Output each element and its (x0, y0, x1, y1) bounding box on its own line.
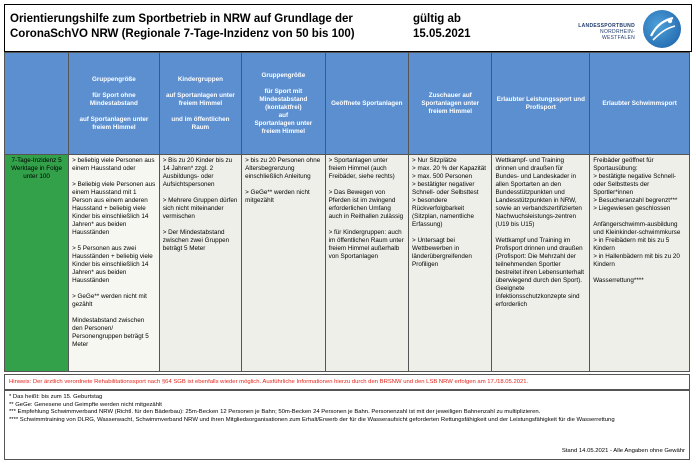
logo-text (573, 23, 635, 41)
row-label: 7-Tage-Inzidenz 5 Werktage in Folge unter 100 (5, 155, 69, 372)
column-header-text: Erlaubter Leistungssport und Profisport (496, 95, 585, 111)
footnote: **** Schwimmtraining von DLRG, Wasserwacht, Schwimmverband NRW und ihren Mitgliedsorganisationen zum Erhalt/Erwerb der für die Wasseraufsicht geforderten Rettungsfähigkeit und der Leistungsfähigkeit für die Wasserrettung (9, 416, 615, 423)
corner-cell (5, 53, 69, 155)
table-cell: > Nur Sitzplätze > max. 20 % der Kapazität > max. 500 Personen > bestätigter negativer Schnell- oder Selbsttest > besondere Rückverfolgbarkeit (Sitzplan, namentliche Erfassung) > Untersagt bei Wettbewerben in länderübergreifenden Profiligen (409, 155, 492, 372)
table-cell: > Bis zu 20 Kinder bis zu 14 Jahren* zzgl. 2 Ausbildungs- oder Aufsichtspersonen > Mehrere Gruppen dürfen sich nicht miteinander vermischen > Der Mindestabstand zwischen zwei Gruppen beträgt 5 Meter (159, 155, 241, 372)
column-header-text: Zuschauer auf Sportanlagen unter freiem Himmel (421, 91, 480, 115)
column-header (492, 53, 590, 155)
column-header (159, 53, 241, 155)
table-cell: Freibäder geöffnet für Sportausübung: > bestätigte negative Schnell- oder Selbsttests der Sportler*innen > Besucheranzahl begrenzt*** > Liegewiesen geschlossen Anfängerschwimm-ausbildung und Kleinkinder-schwimmkurse > in Freibädern mit bis zu 5 Kindern > in Hallenbädern mit bis zu 20 Kindern Wasserrettung**** (590, 155, 690, 372)
valid-from (413, 12, 471, 42)
table-cell: Wettkampf- und Training drinnen und draußen für Bundes- und Landeskader in allen Sportarten an den Bundesstützpunkten und Landesstützpunkten in NRW, sowie an verbandszertifizierten Nachwuchsleistungs-zentren (U19 bis U15) Wettkampf und Training im Profisport drinnen und draußen (Profisport: Die Mehrzahl der teilnehmenden Sportler bestreitet ihren Lebensunterhalt überwiegend durch den Sport). Geeignete Infektionsschutzkonzepte sind erforderlich (492, 155, 590, 372)
column-header-text: Kindergruppen auf Sportanlagen unter freiem Himmel und im öffentlichen Raum (165, 75, 235, 131)
footnote: * Das heißt: bis zum 15. Geburtstag (9, 394, 103, 400)
table-cell: > Sportanlagen unter freiem Himmel (auch Freibäder, siehe rechts) > Das Bewegen von Pferden ist im zwingend erforderlichen Umfang auch in Reithallen zulässig > für Kindergruppen: auch im öffentlichen Raum unter freiem Himmel außerhalb von Sportanlagen (325, 155, 408, 372)
hint-text: Hinweis: Der ärztlich verordnete Rehabilitationssport nach §64 SGB ist ebenfalls wieder möglich. Ausführliche Informationen hierzu durch den BRSNW und den LSB NRW erfolgen am 17./18.05.2021. (4, 374, 690, 390)
valid-date: 15.05.2021 (413, 28, 471, 40)
title-line-2: CoronaSchVO NRW (Regionale 7-Tage-Inzidenz von 50 bis 100) (10, 28, 355, 40)
column-header (409, 53, 492, 155)
table-header-row (5, 53, 690, 155)
column-header-text: Gruppengröße für Sport mit Mindestabstand (kontaktfrei) auf Sportanlagen unter freiem Himmel (254, 71, 313, 135)
column-header-text: Geöffnete Sportanlagen (331, 99, 403, 107)
footnote: *** Empfehlung Schwimmverband NRW (Richtl. für den Bäderbau): 25m-Becken 12 Personen je Bahn; 50m-Becken 24 Personen je Bahn. Personenzahl ist mit der jeweiligen Bahnenzahl zu multiplizieren. (9, 409, 541, 416)
rules-table (4, 52, 690, 372)
table-cell: > bis zu 20 Personen ohne Altersbegrenzung einschließlich Anleitung > GeGe** werden nicht mitgezählt (242, 155, 325, 372)
column-header-text: Erlaubter Schwimmsport (602, 99, 677, 107)
title-line-1: Orientierungshilfe zum Sportbetrieb in NRW auf Grundlage der (10, 13, 353, 25)
table-row (5, 155, 690, 372)
column-header (325, 53, 408, 155)
footnote: ** GeGe: Genesene und Geimpfte werden nicht mitgezählt (9, 401, 162, 408)
logo-line-1: LANDESSPORTBUND (578, 23, 635, 29)
table-cell: > beliebig viele Personen aus einem Hausstand oder > Beliebig viele Personen aus einem Hausstand mit 1 Person aus einem anderen Hausstand + beliebig viele Kinder bis einschließlich 14 Jahren* aus beiden Hausständen > 5 Personen aus zwei Hausständen + beliebig viele Kinder bis einschließlich 14 Jahren* aus beiden Hausständen > GeGe** werden nicht mit gezählt Mindestabstand zwischen den Personen/ Personengruppen beträgt 5 Meter (69, 155, 160, 372)
footnotes (4, 390, 690, 460)
lsb-logo-icon (643, 10, 681, 48)
logo-line-2: NORDRHEIN-WESTFALEN (600, 29, 635, 41)
stand-date: Stand 14.05.2021 - Alle Angaben ohne Gewähr (561, 448, 685, 455)
column-header (590, 53, 690, 155)
header (4, 4, 692, 52)
valid-label: gültig ab (413, 13, 461, 25)
column-header (69, 53, 160, 155)
column-header (242, 53, 325, 155)
column-header-text: Gruppengröße für Sport ohne Mindestabstand auf Sportanlagen unter freiem Himmel (79, 75, 149, 131)
document-page (4, 4, 692, 465)
document-title (10, 12, 355, 42)
